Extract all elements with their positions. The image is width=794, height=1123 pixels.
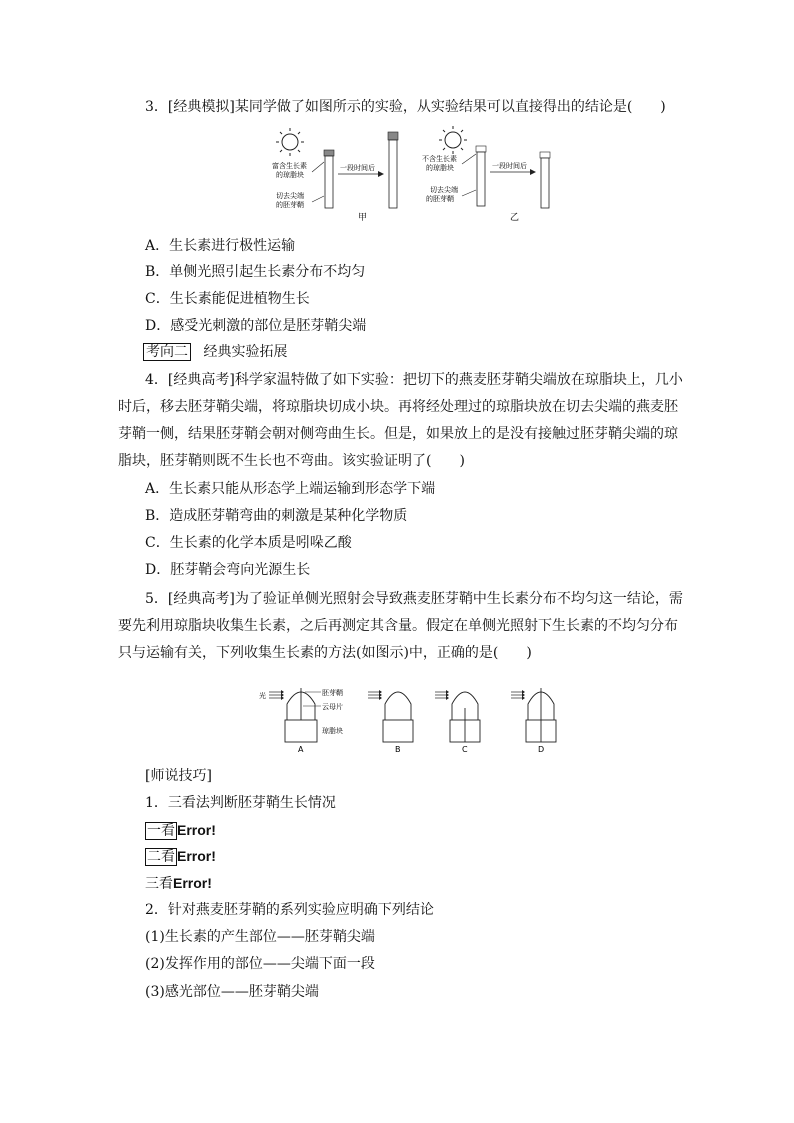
q3-right-label-bottom-2: 的胚芽鞘 xyxy=(426,195,454,203)
q5-agar-label: 琼脂块 xyxy=(322,727,343,735)
q4-option-d: D．胚芽鞘会弯向光源生长 xyxy=(145,562,311,578)
q3-left-label-bottom-1: 切去尖端 xyxy=(276,192,304,200)
q5-caption-b: B xyxy=(395,745,401,754)
tips-item-2: 2．针对燕麦胚芽鞘的系列实验应明确下列结论 xyxy=(145,902,434,918)
look-3 xyxy=(145,873,212,894)
q5-line-3: 只与运输有关，下列收集生长素的方法(如图示)中，正确的是( ) xyxy=(118,645,532,661)
q5-light-label: 光 xyxy=(259,692,266,700)
q5-figure-svg xyxy=(255,684,565,756)
q5-option-a-figure xyxy=(259,688,343,754)
q3-left-label-top-2: 的琼脂块 xyxy=(276,171,304,179)
q3-figure xyxy=(260,124,570,224)
look-2 xyxy=(145,846,216,867)
look-2-prefix: 二看 xyxy=(147,849,175,865)
q5-line-2: 要先利用琼脂块收集生长素，之后再测定其含量。假定在单侧光照射下生长素的不均匀分布 xyxy=(118,618,678,634)
q3-caption-yi: 乙 xyxy=(510,213,520,223)
q3-left-label-top-1: 富含生长素 xyxy=(272,162,307,170)
section-title: 经典实验拓展 xyxy=(203,344,288,360)
q5-option-c-figure xyxy=(435,690,480,754)
q3-option-b: B．单侧光照引起生长素分布不均匀 xyxy=(145,264,366,280)
look-3-prefix: 三看 xyxy=(145,876,173,892)
q3-left-label-bottom-2: 的胚芽鞘 xyxy=(276,201,304,209)
q4-line-2: 时后，移去胚芽鞘尖端，将琼脂块切成小块。再将经处理过的琼脂块放在切去尖端的燕麦胚 xyxy=(118,399,678,415)
conclusion-3: (3)感光部位——胚芽鞘尖端 xyxy=(145,984,319,1000)
conclusion-2: (2)发挥作用的部位——尖端下面一段 xyxy=(145,956,375,972)
q3-caption-jia: 甲 xyxy=(358,213,368,223)
q3-right-arrow-label: 一段时间后 xyxy=(492,162,527,170)
q4-line-4: 脂块，胚芽鞘则既不生长也不弯曲。该实验证明了( ) xyxy=(118,453,465,469)
section-tag: 考向二 xyxy=(143,343,191,361)
q3-left-coleoptile-before xyxy=(324,150,334,208)
look-1 xyxy=(145,820,216,841)
q3-right-coleoptile-before xyxy=(476,146,486,206)
q5-line-1: 5．[经典高考]为了验证单侧光照射会导致燕麦胚芽鞘中生长素分布不均匀这一结论，需 xyxy=(145,591,683,607)
q5-caption-a: A xyxy=(298,745,304,754)
q3-left-coleoptile-after xyxy=(388,132,398,208)
q5-mica-label: 云母片 xyxy=(322,703,343,711)
look-3-error: Error! xyxy=(173,875,212,891)
look-1-prefix: 一看 xyxy=(147,823,175,839)
q3-figure-svg xyxy=(260,124,570,224)
q3-right-label-top-1: 不含生长素 xyxy=(422,155,457,163)
q3-right-label-top-2: 的琼脂块 xyxy=(426,164,454,172)
q3-option-a: A．生长素进行极性运输 xyxy=(145,238,296,254)
sun-icon xyxy=(276,128,304,156)
q5-option-d-figure xyxy=(511,688,556,754)
conclusion-1: (1)生长素的产生部位——胚芽鞘尖端 xyxy=(145,929,375,945)
section-heading xyxy=(143,342,287,362)
q3-stem: 3．[经典模拟]某同学做了如图所示的实验，从实验结果可以直接得出的结论是( ) xyxy=(145,99,666,115)
sun-icon xyxy=(439,126,467,154)
q3-right-coleoptile-after xyxy=(540,152,550,208)
q5-caption-d: D xyxy=(538,745,545,754)
q4-option-b: B．造成胚芽鞘弯曲的刺激是某种化学物质 xyxy=(145,508,408,524)
look-1-error: Error! xyxy=(177,822,216,838)
q4-line-3: 芽鞘一侧，结果胚芽鞘会朝对侧弯曲生长。但是，如果放上的是没有接触过胚芽鞘尖端的琼 xyxy=(118,426,678,442)
q5-coleoptile-label: 胚芽鞘 xyxy=(322,689,343,697)
q5-option-b-figure xyxy=(368,690,413,754)
tips-heading: [师说技巧] xyxy=(145,768,212,784)
q3-option-d: D．感受光刺激的部位是胚芽鞘尖端 xyxy=(145,318,367,334)
look-2-error: Error! xyxy=(177,848,216,864)
q3-option-c: C．生长素能促进植物生长 xyxy=(145,291,310,307)
q5-figure xyxy=(255,684,565,756)
q4-line-1: 4．[经典高考]科学家温特做了如下实验：把切下的燕麦胚芽鞘尖端放在琼脂块上，几小 xyxy=(145,372,683,388)
tips-item-1: 1．三看法判断胚芽鞘生长情况 xyxy=(145,795,336,811)
q4-option-a: A．生长素只能从形态学上端运输到形态学下端 xyxy=(145,481,436,497)
q4-option-c: C．生长素的化学本质是吲哚乙酸 xyxy=(145,535,352,551)
q3-right-label-bottom-1: 切去尖端 xyxy=(430,186,458,194)
q5-caption-c: C xyxy=(462,745,468,754)
q3-left-arrow-label: 一段时间后 xyxy=(340,164,375,172)
